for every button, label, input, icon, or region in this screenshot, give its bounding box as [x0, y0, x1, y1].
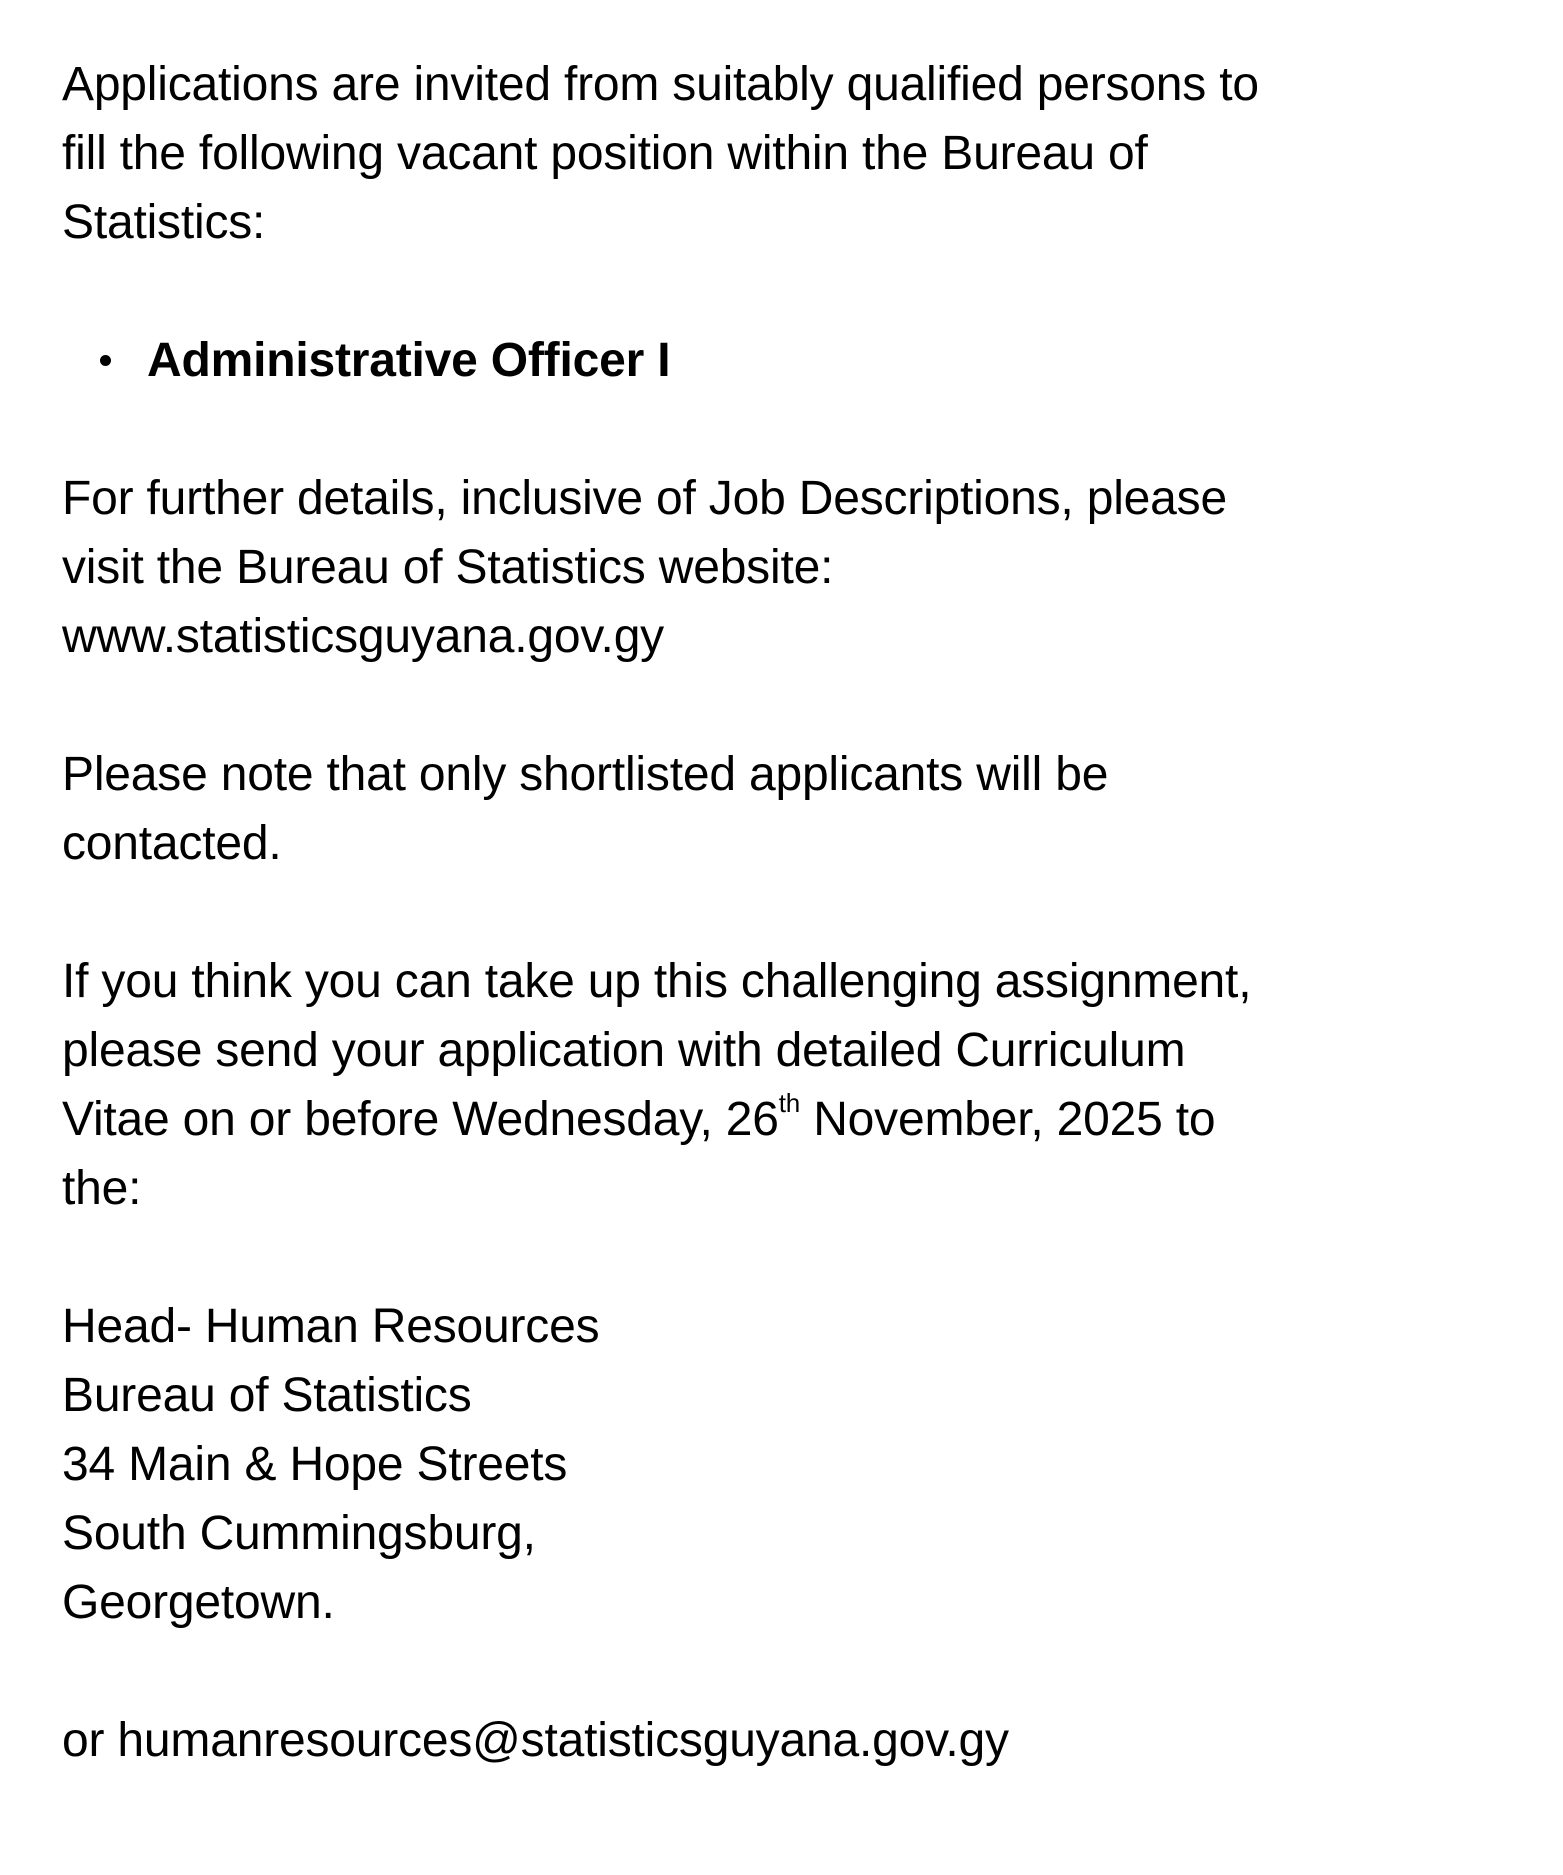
address-recipient: Head- Human Resources	[62, 1300, 600, 1353]
email-prefix: or	[62, 1714, 118, 1767]
address-organization: Bureau of Statistics	[62, 1369, 472, 1422]
deadline-ordinal: th	[778, 1088, 801, 1118]
email-link[interactable]: humanresources@statisticsguyana.gov.gy	[117, 1714, 1009, 1767]
intro-line: Statistics:	[62, 196, 266, 249]
instructions-line: If you think you can take up this challenging assignment,	[62, 955, 1252, 1008]
position-list	[62, 326, 1522, 395]
instructions-paragraph	[62, 947, 1522, 1223]
details-line: visit the Bureau of Statistics website:	[62, 541, 834, 594]
note-line: contacted.	[62, 817, 282, 870]
intro-line: fill the following vacant position within the Bureau of	[62, 127, 1148, 180]
note-paragraph	[62, 740, 1522, 878]
deadline-text-before: Vitae on or before Wednesday, 26	[62, 1093, 779, 1146]
address-district: South Cummingsburg,	[62, 1507, 536, 1560]
position-title: Administrative Officer I	[147, 334, 671, 387]
position-item	[62, 326, 1522, 395]
instructions-deadline-line	[62, 1085, 1522, 1154]
details-paragraph	[62, 464, 1522, 671]
address-city: Georgetown.	[62, 1576, 335, 1629]
details-line: For further details, inclusive of Job Descriptions, please	[62, 472, 1227, 525]
instructions-line: the:	[62, 1162, 142, 1215]
email-paragraph	[62, 1706, 1522, 1775]
deadline-text-after: November, 2025 to	[800, 1093, 1216, 1146]
instructions-line: please send your application with detailed Curriculum	[62, 1024, 1186, 1077]
address-street: 34 Main & Hope Streets	[62, 1438, 568, 1491]
intro-line: Applications are invited from suitably qualified persons to	[62, 58, 1259, 111]
intro-paragraph	[62, 50, 1522, 257]
mailing-address	[62, 1292, 1522, 1637]
note-line: Please note that only shortlisted applicants will be	[62, 748, 1109, 801]
vacancy-notice	[62, 50, 1522, 1844]
email-line	[62, 1706, 1522, 1775]
bullet-icon	[100, 355, 111, 366]
website-link[interactable]: www.statisticsguyana.gov.gy	[62, 610, 664, 663]
